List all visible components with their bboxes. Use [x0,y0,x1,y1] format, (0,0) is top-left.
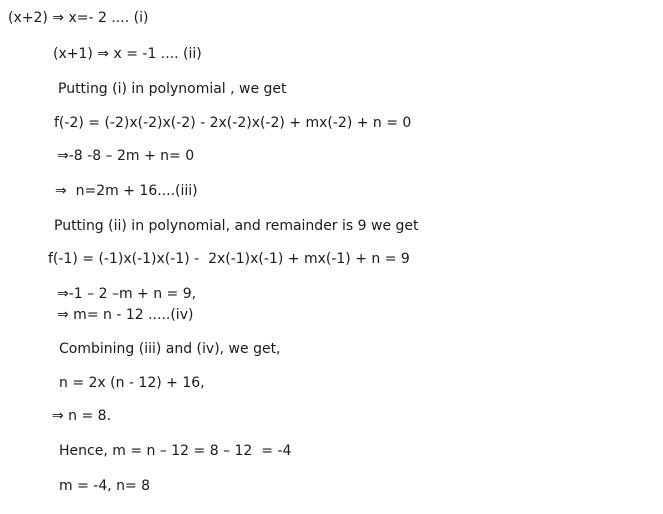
step-line-11: Combining (iii) and (iv), we get, [59,341,281,357]
step-line-10: ⇒ m= n - 12 .....(iv) [57,307,194,323]
step-line-7: Putting (ii) in polynomial, and remainder is 9 we get [54,218,419,234]
step-line-3: Putting (i) in polynomial , we get [58,81,287,97]
step-line-8: f(-1) = (-1)x(-1)x(-1) - 2x(-1)x(-1) + mx(-1) + n = 9 [48,251,410,267]
step-line-6: ⇒ n=2m + 16....(iii) [55,183,198,199]
step-line-2: (x+1) ⇒ x = -1 .... (ii) [53,46,202,62]
step-line-13: ⇒ n = 8. [52,408,112,424]
step-line-5: ⇒-8 -8 – 2m + n= 0 [57,148,195,164]
step-line-12: n = 2x (n - 12) + 16, [59,375,205,391]
step-line-14: Hence, m = n – 12 = 8 – 12 = -4 [59,443,292,459]
step-line-1: (x+2) ⇒ x=- 2 .... (i) [8,10,149,26]
step-line-4: f(-2) = (-2)x(-2)x(-2) - 2x(-2)x(-2) + mx(-2) + n = 0 [54,115,412,131]
step-line-9: ⇒-1 – 2 –m + n = 9, [57,286,197,302]
step-line-15: m = -4, n= 8 [59,478,151,494]
